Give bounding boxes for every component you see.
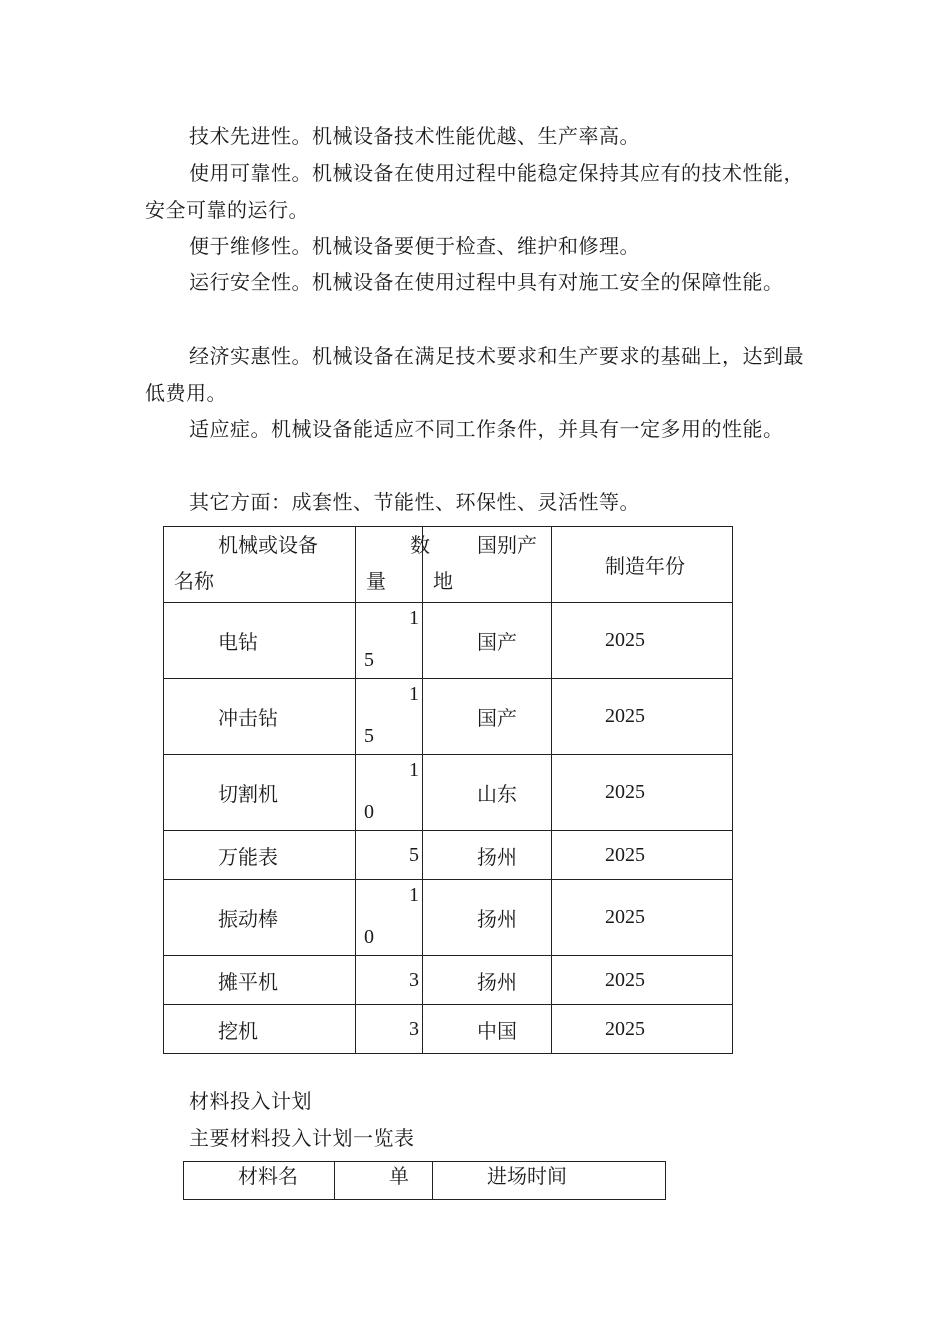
header-qty-line1: 数 — [410, 533, 430, 557]
equipment-year: 2025 — [552, 831, 733, 880]
header-origin-line2: 地 — [433, 569, 453, 593]
header-qty-line2: 量 — [366, 569, 386, 593]
header-name-line2: 名称 — [174, 569, 214, 593]
qty-digit-top: 1 — [409, 683, 419, 705]
equipment-table — [163, 526, 733, 1054]
equipment-year: 2025 — [552, 755, 733, 831]
equipment-qty — [356, 755, 423, 831]
equipment-qty: 3 — [356, 956, 423, 1005]
header-origin-cell — [423, 527, 552, 603]
equipment-origin: 扬州 — [423, 956, 552, 1005]
table-row — [164, 956, 733, 1005]
para-other-aspects: 其它方面：成套性、节能性、环保性、灵活性等。 — [189, 490, 640, 514]
equipment-origin: 国产 — [423, 679, 552, 755]
para-tech-advanced: 技术先进性。机械设备技术性能优越、生产率高。 — [189, 124, 640, 148]
material-plan-heading: 材料投入计划 — [189, 1089, 312, 1113]
equipment-name: 挖机 — [164, 1005, 356, 1054]
header-name-line1: 机械或设备 — [218, 533, 318, 557]
header-origin-line1: 国别产 — [477, 533, 537, 557]
equipment-year: 2025 — [552, 603, 733, 679]
qty-digit-top: 1 — [409, 759, 419, 781]
header-arrival-time: 进场时间 — [433, 1162, 666, 1200]
equipment-name: 切割机 — [164, 755, 356, 831]
table-row — [164, 880, 733, 956]
para-economy: 经济实惠性。机械设备在满足技术要求和生产要求的基础上，达到最低费用。 — [145, 344, 804, 405]
table-row — [164, 1005, 733, 1054]
equipment-name: 振动棒 — [164, 880, 356, 956]
equipment-qty — [356, 679, 423, 755]
qty-digit-bottom: 5 — [364, 649, 374, 671]
material-table-header-row — [184, 1162, 666, 1200]
qty-digit-top: 1 — [409, 607, 419, 629]
equipment-name: 摊平机 — [164, 956, 356, 1005]
para-safety: 运行安全性。机械设备在使用过程中具有对施工安全的保障性能。 — [189, 270, 784, 294]
equipment-qty: 5 — [356, 831, 423, 880]
para-reliability: 使用可靠性。机械设备在使用过程中能稳定保持其应有的技术性能，安全可靠的运行。 — [145, 161, 804, 222]
equipment-origin: 扬州 — [423, 880, 552, 956]
para-maintainability: 便于维修性。机械设备要便于检查、维护和修理。 — [189, 234, 640, 258]
equipment-origin: 山东 — [423, 755, 552, 831]
equipment-table-header-row — [164, 527, 733, 603]
header-unit: 单 — [335, 1162, 433, 1200]
qty-digit-bottom: 0 — [364, 926, 374, 948]
equipment-name: 电钻 — [164, 603, 356, 679]
material-plan-table-title: 主要材料投入计划一览表 — [189, 1126, 415, 1150]
equipment-name: 万能表 — [164, 831, 356, 880]
equipment-year: 2025 — [552, 880, 733, 956]
material-table — [183, 1161, 666, 1200]
equipment-year: 2025 — [552, 956, 733, 1005]
table-row — [164, 679, 733, 755]
equipment-origin: 国产 — [423, 603, 552, 679]
header-material-name: 材料名 — [184, 1162, 335, 1200]
qty-digit-bottom: 0 — [364, 801, 374, 823]
table-row — [164, 603, 733, 679]
equipment-qty — [356, 603, 423, 679]
table-row — [164, 755, 733, 831]
equipment-qty: 3 — [356, 1005, 423, 1054]
table-row — [164, 831, 733, 880]
header-year-cell: 制造年份 — [552, 527, 733, 603]
equipment-name: 冲击钻 — [164, 679, 356, 755]
header-name-cell — [164, 527, 356, 603]
equipment-origin: 中国 — [423, 1005, 552, 1054]
equipment-origin: 扬州 — [423, 831, 552, 880]
equipment-qty — [356, 880, 423, 956]
header-qty-cell — [356, 527, 430, 603]
qty-digit-top: 1 — [409, 884, 419, 906]
para-adaptability: 适应症。机械设备能适应不同工作条件，并具有一定多用的性能。 — [189, 417, 784, 441]
equipment-year: 2025 — [552, 679, 733, 755]
equipment-year: 2025 — [552, 1005, 733, 1054]
qty-digit-bottom: 5 — [364, 725, 374, 747]
